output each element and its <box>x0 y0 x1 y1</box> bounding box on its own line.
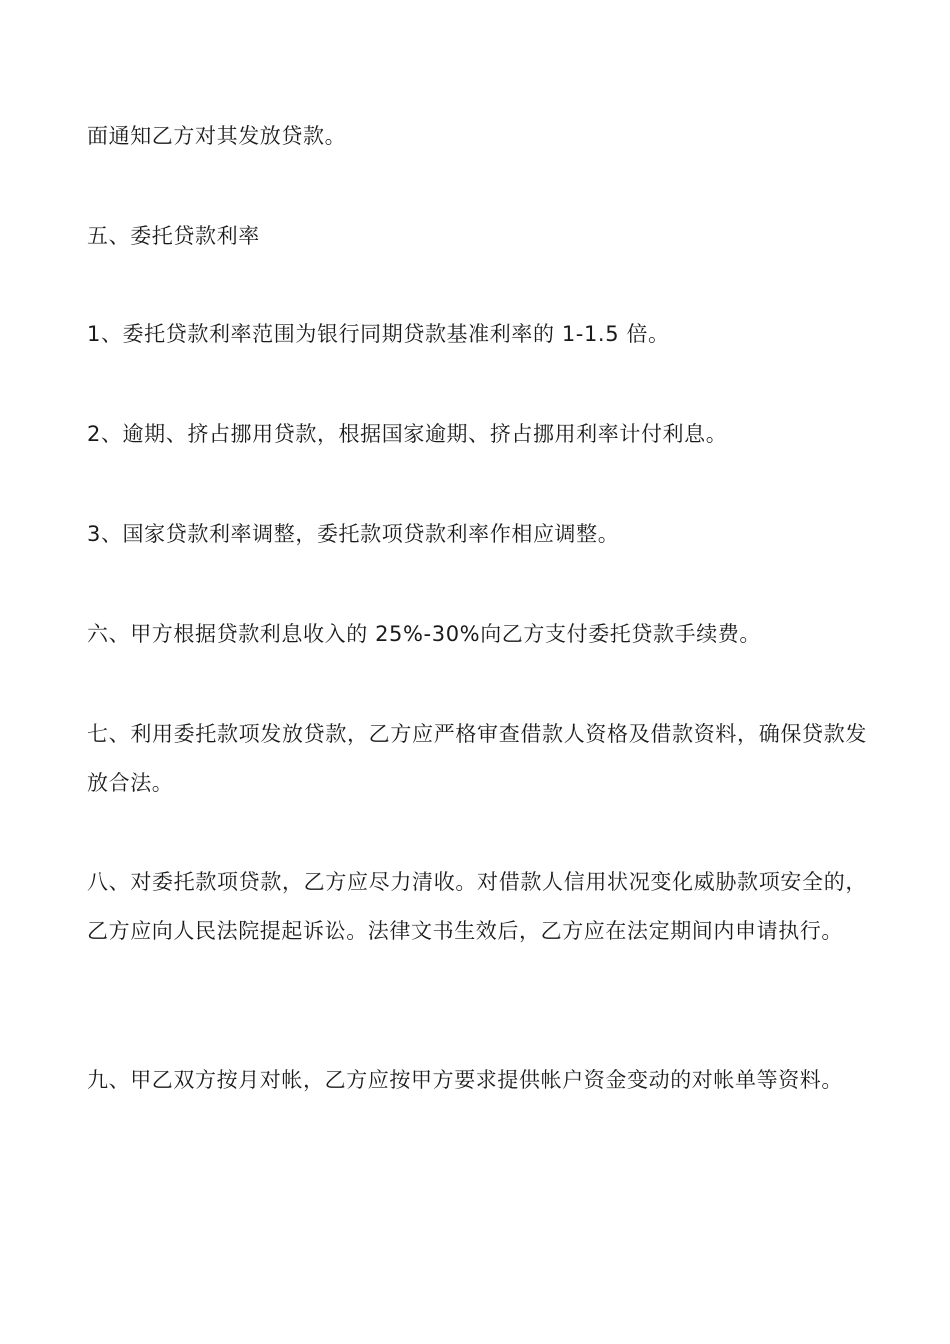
clause-overdue-interest: 2、逾期、挤占挪用贷款，根据国家逾期、挤占挪用利率计付利息。 <box>87 422 728 446</box>
clause-handling-fee: 六、甲方根据贷款利息收入的 25%-30%向乙方支付委托贷款手续费。 <box>87 622 762 646</box>
clause-loan-collection: 八、对委托款项贷款，乙方应尽力清收。对借款人信用状况变化威胁款项安全的，乙方应向人民法院提起诉讼。法律文书生效后，乙方应在法定期间内申请执行。 <box>87 870 867 943</box>
clause-loan-review: 七、利用委托款项发放贷款，乙方应严格审查借款人资格及借款资料，确保贷款发放合法。 <box>87 722 867 795</box>
clause-monthly-reconciliation: 九、甲乙双方按月对帐，乙方应按甲方要求提供帐户资金变动的对帐单等资料。 <box>87 1068 843 1092</box>
paragraph-notice-continuation: 面通知乙方对其发放贷款。 <box>87 124 347 148</box>
clause-rate-range: 1、委托贷款利率范围为银行同期贷款基准利率的 1-1.5 倍。 <box>87 322 670 346</box>
clause-rate-adjustment: 3、国家贷款利率调整，委托款项贷款利率作相应调整。 <box>87 522 620 546</box>
section-heading-interest-rate: 五、委托贷款利率 <box>87 224 260 248</box>
